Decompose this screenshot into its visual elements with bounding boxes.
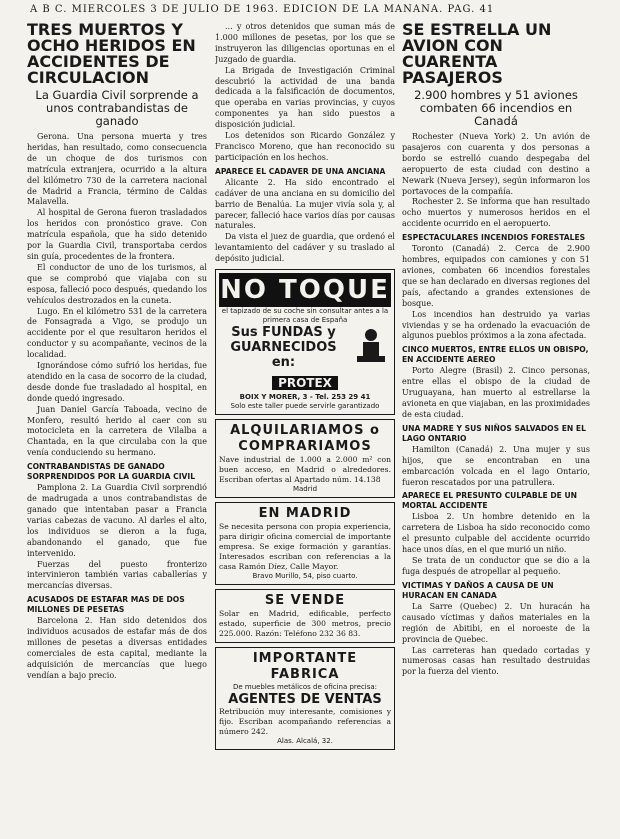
- article-paragraph: El conductor de uno de los turismos, al que se comprobó que viajaba con su esposa, falleció poco después, quedando los vehículos destrozados en la cuneta.: [27, 262, 207, 305]
- page-header: A B C. MIERCOLES 3 DE JULIO DE 1963. EDICION DE LA MAÑANA. PAG. 41: [30, 4, 495, 15]
- ad-alquilariamos-text: Nave industrial de 1.000 a 2.000 m² con buen acceso, en Madrid o alrededores. Escriban ofertas al Apartado núm. 14.138: [219, 455, 391, 485]
- ad-en-madrid-text: Se necesita persona con propia experiencia, para dirigir oficina comercial de importante empresa. Se exige formación y garantías. Interesados escriban con referencias a la casa Ramón Díez, Calle Mayor.: [219, 522, 391, 572]
- ad-protex-line2: GUARNECIDOS en:: [230, 340, 337, 371]
- article-paragraph: Barcelona 2. Han sido detenidos dos individuos acusados de estafar más de dos millones de pesetas a diversas entidades comerciales de esta capital, mediante la adquisición de mercancías que luego vendían a bajo precio.: [27, 616, 207, 680]
- article-paragraph: Rochester 2. Se informa que han resultado ocho muertos y numerosos heridos en el accidente ocurrido en el aeropuerto.: [402, 197, 590, 229]
- ad-protex: [215, 269, 395, 415]
- article-paragraph: Alicante 2. Ha sido encontrado el cadáver de una anciana en su domicilio del barrio de Benalúa. La mujer vivía sola y, al parecer, falleció hace varios días por causas naturales.: [215, 177, 395, 231]
- headline-accidents: TRES MUERTOS Y OCHO HERIDOS EN ACCIDENTES DE CIRCULACION: [27, 22, 196, 87]
- article-paragraph: Da vista el juez de guardia, que ordenó el levantamiento del cadáver y su traslado al depósito judicial.: [215, 232, 395, 264]
- column-middle: [215, 22, 395, 834]
- article-paragraph: Lisboa 2. Un hombre detenido en la carretera de Lisboa ha sido reconocido como el presunto culpable del accidente ocurrido hace unos días, en el que murió un niño.: [402, 512, 590, 555]
- section-heading: CINCO MUERTOS, ENTRE ELLOS UN OBISPO, EN ACCIDENTE AEREO: [402, 345, 589, 365]
- article-paragraph: Las carreteras han quedado cortadas y numerosas casas han resultado destruidas por la fuerza del viento.: [402, 645, 590, 677]
- ad-fabrica-title: IMPORTANTE FABRICA: [252, 651, 358, 683]
- column-right: [402, 22, 590, 834]
- ad-se-vende: [215, 589, 395, 643]
- article-paragraph: Lugo. En el kilómetro 531 de la carretera de Fonsagrada a Vigo, se produjo un accidente por el que resultaron heridos el conductor y su acompañante, vecinos de la localidad.: [27, 306, 207, 360]
- subhead-canada-fires: 2.900 hombres y 51 aviones combaten 66 incendios en Canadá: [414, 88, 578, 128]
- article-paragraph: ... y otros detenidos que suman más de 1.000 millones de pesetas, por los que se instruyeron las diligencias oportunas en el Juzgado de guardia.: [215, 22, 395, 64]
- article-paragraph: Juan Daniel García Taboada, vecino de Monfero, resultó herido al caer con su motocicleta en la carretera de Vilalba a Chantada, en la que circulaba con la que venía conduciendo su hermano.: [27, 404, 207, 458]
- ad-alquilariamos-city: Madrid: [292, 485, 318, 494]
- ad-protex-note: Solo este taller puede servirle garantizado: [230, 402, 380, 411]
- article-paragraph: Los detenidos son Ricardo González y Francisco Moreno, que han reconocido su participación en los hechos.: [215, 131, 395, 162]
- article-paragraph: Rochester (Nueva York) 2. Un avión de pasajeros con cuarenta y dos personas a bordo se estrelló cuando despegaba del aeropuerto de esta ciudad con destino a Newark (Nueva Jersey), según informaron los portavoces de la compañía.: [402, 132, 590, 196]
- ad-alquilariamos-title: ALQUILARIAMOS o COMPRARIAMOS: [230, 423, 380, 455]
- headline-plane-crash: SE ESTRELLA UN AVION CON CUARENTA PASAJEROS: [402, 22, 552, 87]
- section-heading: APARECE EL CADAVER DE UNA ANCIANA: [215, 166, 386, 176]
- section-heading: UNA MADRE Y SUS NIÑOS SALVADOS EN EL LAGO ONTARIO: [402, 423, 586, 443]
- ad-fabrica-address: Alas. Alcalá, 32.: [277, 737, 333, 746]
- article-paragraph: Ignorándose cómo sufrió los heridas, fue atendido en la casa de socorro de la ciudad, desde donde fue trasladado al hospital, en donde quedó ingresado.: [27, 361, 207, 403]
- ad-fabrica-line2: AGENTES DE VENTAS: [228, 692, 382, 708]
- column-left: [27, 22, 207, 834]
- section-heading: ACUSADOS DE ESTAFAR MAS DE DOS MILLONES DE PESETAS: [27, 595, 185, 615]
- subhead-contraband: La Guardia Civil sorprende a unos contrabandistas de ganado: [35, 88, 199, 128]
- ad-se-vende-title: SE VENDE: [264, 593, 346, 609]
- ad-fabrica-text: Retribución muy interesante, comisiones y fijo. Escriban acompañando referencias a número 242.: [219, 707, 391, 737]
- ad-en-madrid-address: Bravo Murillo, 54, piso cuarto.: [252, 572, 358, 581]
- ad-fabrica-line1: De muebles metálicos de oficina precisa:: [232, 683, 378, 692]
- article-paragraph: Pamplona 2. La Guardia Civil sorprendió de madrugada a unos contrabandistas de ganado que intentaban pasar a Francia varias cabezas de vacuno. Al darles el alto, los individuos se dieron a la fuga, abandonando el ganado, que fue intervenido.: [27, 483, 207, 558]
- section-heading: ESPECTACULARES INCENDIOS FORESTALES: [402, 233, 586, 243]
- article-paragraph: Los incendios han destruido ya varias viviendas y se ha ordenado la evacuación de algunos pueblos próximos a la zona afectada.: [402, 309, 590, 341]
- article-paragraph: Se trata de un conductor que se dio a la fuga después de atropellar al pequeño.: [402, 556, 590, 576]
- article-paragraph: Gerona. Una persona muerta y tres heridas, han resultado, como consecuencia de un choque de dos turismos con matrícula extranjera, ocurrido a la altura del kilómetro 730 de la carretera nacional de Madrid a Francia, término de Caldas Malavella.: [27, 132, 207, 207]
- ad-se-vende-text: Solar en Madrid, edificable, perfecto estado, superficie de 300 metros, precio 225.000. Razón: Teléfono 232 36 83.: [219, 609, 391, 639]
- section-heading: APARECE EL PRESUNTO CULPABLE DE UN MORTAL ACCIDENTE: [402, 491, 578, 511]
- ad-protex-tagline: el tapizado de su coche sin consultar antes a la primera casa de España: [221, 307, 389, 325]
- ad-protex-brand: PROTEX: [272, 376, 338, 390]
- ad-en-madrid-title: EN MADRID: [258, 506, 352, 522]
- ad-fabrica: [215, 647, 395, 750]
- article-paragraph: Al hospital de Gerona fueron trasladados los heridos con pronóstico grave. Con matrícula española, que ha sido detenido por la Guardia Civil, transportaba cerdos sin guía, procedentes de la frontera.: [27, 208, 207, 261]
- section-heading: CONTRABANDISTAS DE GANADO SORPRENDIDOS POR LA GUARDIA CIVIL: [27, 462, 196, 482]
- ad-protex-title: NO TOQUE: [220, 275, 390, 306]
- mechanic-figure-icon: [351, 325, 391, 365]
- ad-protex-line1: Sus FUNDAS y: [231, 325, 336, 341]
- ad-alquilariamos: [215, 419, 395, 498]
- article-paragraph: Hamilton (Canadá) 2. Una mujer y sus hijos, que se encontraban en una embarcación volcada en el lago Ontario, fueron rescatados por una patrullera.: [402, 444, 590, 487]
- ad-protex-address: BOIX Y MORER, 3 - Tel. 253 29 41: [239, 393, 371, 402]
- ad-en-madrid: [215, 502, 395, 585]
- article-paragraph: La Brigada de Investigación Criminal descubrió la actividad de una banda dedicada a la falsificación de documentos, que operaba en varias provincias, y cuyos componentes ya han sido puestos a disposición judicial.: [215, 65, 395, 130]
- article-paragraph: Toronto (Canadá) 2. Cerca de 2.900 hombres, equipados con camiones y con 51 aviones, combaten 66 incendios forestales que se han declarado en diversas regiones del país, afectando a grandes extensiones de bosque.: [402, 244, 590, 308]
- section-heading: VICTIMAS Y DAÑOS A CAUSA DE UN HURACAN EN CANADA: [402, 580, 554, 600]
- article-paragraph: La Sarre (Quebec) 2. Un huracán ha causado víctimas y daños materiales en la región de Abitibi, en el noroeste de la provincia de Quebec.: [402, 601, 590, 644]
- article-paragraph: Fuerzas del puesto fronterizo intervinieron también varias caballerías y mercancías diversas.: [27, 559, 207, 591]
- article-paragraph: Porto Alegre (Brasil) 2. Cinco personas, entre ellas el obispo de la ciudad de Uruguayana, han muerto al estrellarse la avioneta en que viajaban, en las proximidades de esta ciudad.: [402, 366, 590, 419]
